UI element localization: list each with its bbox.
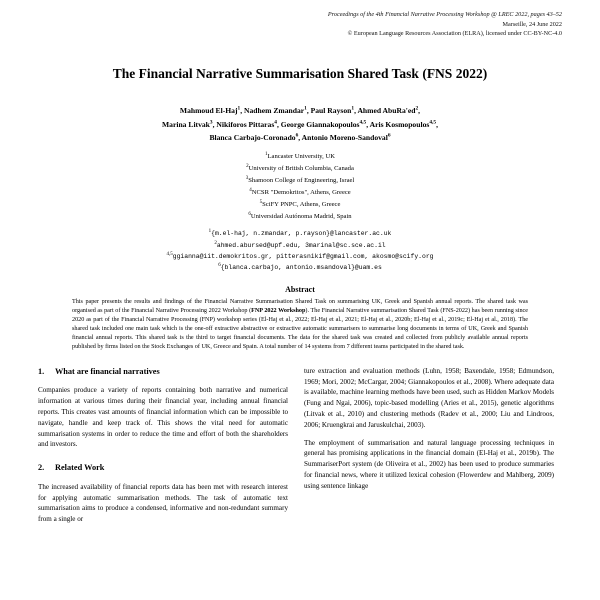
page-title: The Financial Narrative Summarisation Shared Task (FNS 2022) [112,65,488,81]
affiliation-item: $^4$NCSR "Demokritos", Athens, Greece [249,187,351,196]
affiliation-item: $^5$SciFY PNPC, Athens, Greece [259,199,341,208]
header-line-location: Marseille, 24 June 2022 [502,20,562,28]
section-number-2: 2. [38,463,45,473]
section-title-1: What are financial narratives [55,366,160,376]
affiliation-item: $^6$Universidad Autónoma Madrid, Spain [248,211,352,220]
proceedings-header [0,0,600,39]
affiliation-list [42,151,558,222]
section-heading-1 [38,366,288,379]
section-number-1: 1. [38,366,45,376]
header-line-proceedings: Proceedings of the 4th Financial Narrative Processing Workshop @ LREC 2022, pages 43–52 [327,11,562,18]
section-2-paragraph: The increased availability of financial reports data has been met with research interest for applying automatic summarisation methods. The task of automatic text summarisation aims to produce a condensed, informative and non-redundant summary from a single or [38,482,288,524]
affiliation-item: $^3$Shamoon College of Engineering, Israel [245,175,355,185]
email-line: $^{4,5}$ggianna@iit.demokritos.gr, pitterasnikif@gmail.com, akosmo@scify.org [166,251,434,260]
header-line-license: © European Language Resources Association (ELRA), licensed under CC-BY-NC-4.0 [347,30,562,38]
affiliation-item: $^1$Lancaster University, UK [264,152,335,161]
abstract-workshop-name: FNP 2022 Workshop [251,307,306,314]
abstract-heading: Abstract [285,284,315,294]
email-line: $^6${blanca.carbajo, antonio.msandoval}@uam.es [218,262,382,271]
author-list [42,104,558,144]
abstract-text [72,298,528,352]
author-line-2: Marina Litvak$^3$, Nikiforos Pittaras$^4$, George Giannakopoulos$^{4,5}$, Aris Kosmopoulos$^{4,5}$, [162,119,438,129]
email-line: $^1${m.el-haj, n.zmandar, p.rayson}@lancaster.ac.uk [208,229,392,238]
email-line: $^2$ahmed.abursed@upf.edu, 3marinal@sc.sce.ac.il [214,240,386,249]
abstract-text-part-1: This paper presents the results and findings of the Financial Narrative Summarisation Shared Task on summarising UK, Greek and Spanish annual reports. The shared task was organised as part of the Financial Narrative Processing 2022 Workshop ( [72,298,528,314]
column-left [38,366,288,532]
abstract-text-part-2: ). The Financial Narrative summarisation Shared Task (FNS-2022) has been running since 2020 as part of the Financial Narrative Processing (FNP) workshop series (El-Haj et al., 2022; El-Haj et al., 2021; El-Haj et al., 2020b; El-Haj et al., 2019c; El-Haj et al., 2018). The shared task included one main task which is the one-off extractive abstractive or extractive automatic summarisers to summarise long documents in terms of UK, Greek and Spanish financial annual reports. This shared task is the third to target financial documents. The data for the shared task was created and collected from publicly available annual reports published by firms listed on the Stock Exchanges of UK, Greece and Spain. A total number of 14 systems from 7 different teams participated in the shared task. [72,307,528,350]
column-right [304,366,554,532]
affiliation-item: $^2$University of British Columbia, Canada [246,164,354,173]
author-line-3: Blanca Carbajo-Coronado$^6$, Antonio Moreno-Sandoval$^6$ [209,132,391,142]
section-heading-2 [38,462,288,475]
section-title-2: Related Work [55,463,105,473]
email-list [42,228,558,273]
author-line-1: Mahmoud El-Haj$^1$, Nadhem Zmandar$^1$, Paul Rayson$^1$, Ahmed $AbuRa'ed^2$, [179,105,421,116]
section-1-paragraph: Companies produce a variety of reports containing both narrative and numerical information at various times during their financial year, including annual financial reports. This creates vast amounts of financial information which can be impossible to navigate, handle and keep track of. This shows the vital need for automatic summarisation systems in order to reduce the time and effort of both the shareholders and investors. [38,386,288,449]
body-columns [38,366,562,532]
right-column-paragraph-1: ture extraction and evaluation methods (Luhn, 1958; Baxendale, 1958; Edmundson, 1969; Mori, 2002; McCargar, 2004; Giannakopoulos et al., 2008). Where adequate data is available, machine learning methods have been used, such as Hidden Markov Models (Fung and Ngai, 2006), topic-based modelling (Aries et al., 2015), genetic algorithms (Litvak et al., 2010) and clustering methods (Radev et al., 2000; Liu and Lindroos, 2006; Kruengkrai and Jaruskulchai, 2003). [304,366,554,429]
right-column-paragraph-2: The employment of summarisation and natural language processing techniques in general has promising applications in the financial domain (El-Haj et al., 2019b). The SummariserPort system (de Oliveira et al., 2002) has been used to produce summaries for financial news, where it utilized lexical cohesion (Flowerdew and Mahlberg, 2009) using sentence linkage [304,438,554,490]
